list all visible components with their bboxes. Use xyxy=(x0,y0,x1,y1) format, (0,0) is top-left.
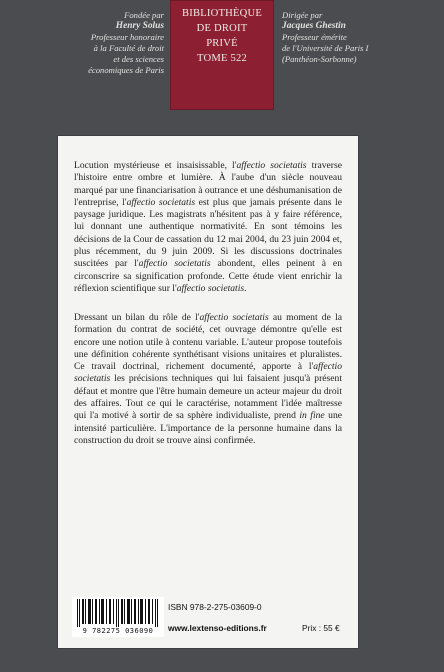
publisher-website: www.lextenso-editions.fr xyxy=(168,623,267,633)
founder-affiliation-2: et des sciences xyxy=(113,54,164,64)
founder-title: Professeur honoraire xyxy=(90,32,164,42)
series-line-3: PRIVÉ xyxy=(206,38,238,49)
director-name: Jacques Ghestin xyxy=(282,21,346,31)
director-intro: Dirigée par xyxy=(282,10,323,20)
isbn-barcode xyxy=(72,597,164,637)
director-title: Professeur émérite xyxy=(282,32,347,42)
summary-paragraph-2: Dressant un bilan du rôle de l'affectio societatis au moment de la formation du contrat de société, cet ouvrage démontre qu'elle est encore une notion utile à contenu variable. L'auteur propose toutefois une définition cohérente synthétisant visions unitaires et pluralistes. Ce travail doctrinal, richement documenté, apporte à l'affectio societatis les précisions techniques qui lui faisaient jusqu'à présent défaut et montre que l'être humain demeure un acteur majeur du droit des affaires. Tout ce qui le caractérise, notamment l'idée maîtresse qui l'a motivé à sortir de sa sphère individualiste, prend in fine une intensité particulière. L'importance de la personne humaine dans la construction du droit se trouve ainsi confirmée. xyxy=(74,312,342,446)
founder-affiliation-3: économiques de Paris xyxy=(88,65,164,75)
series-line-2: DE DROIT xyxy=(196,23,248,34)
director-affiliation-1: de l'Université de Paris I xyxy=(282,43,369,53)
founder-name: Henry Solus xyxy=(115,21,164,31)
barcode-digits: 9 782275 036090 xyxy=(82,627,154,635)
founder-intro: Fondée par xyxy=(124,10,164,20)
summary-panel xyxy=(58,136,358,648)
barcode-bars-icon xyxy=(76,599,160,627)
director-affiliation-2: (Panthéon-Sorbonne) xyxy=(282,54,357,64)
summary-paragraph-1: Locution mystérieuse et insaisissable, l'affectio societatis traverse l'histoire entre ombre et lumière. À l'aube d'un siècle nouveau marqué par une financiarisation à outrance et une déshumanisation de l'entreprise, l'affectio societatis est plus que jamais présente dans le paysage juridique. Les magistrats n'hésitent pas à y faire référence, lui donnant une authentique normativité. En sont témoins les décisions de la Cour de cassation du 12 mai 2004, du 23 juin 2004 et, plus récemment, du 9 juin 2009. Si les discussions doctrinales suscitées par l'affectio societatis abondent, elles peinent à en circonscrire sa signification profonde. Cette étude vient enrichir la réflexion scientifique sur l'affectio societatis. xyxy=(74,160,342,294)
founder-affiliation-1: à la Faculté de droit xyxy=(93,43,164,53)
director-block xyxy=(282,10,432,65)
founder-block xyxy=(30,10,164,76)
series-title-box xyxy=(170,0,274,110)
series-line-1: BIBLIOTHÈQUE xyxy=(181,8,263,19)
series-volume: TOME 522 xyxy=(197,53,247,64)
price-label: Prix : 55 € xyxy=(302,623,340,633)
isbn-number: ISBN 978-2-275-03609-0 xyxy=(168,602,262,612)
